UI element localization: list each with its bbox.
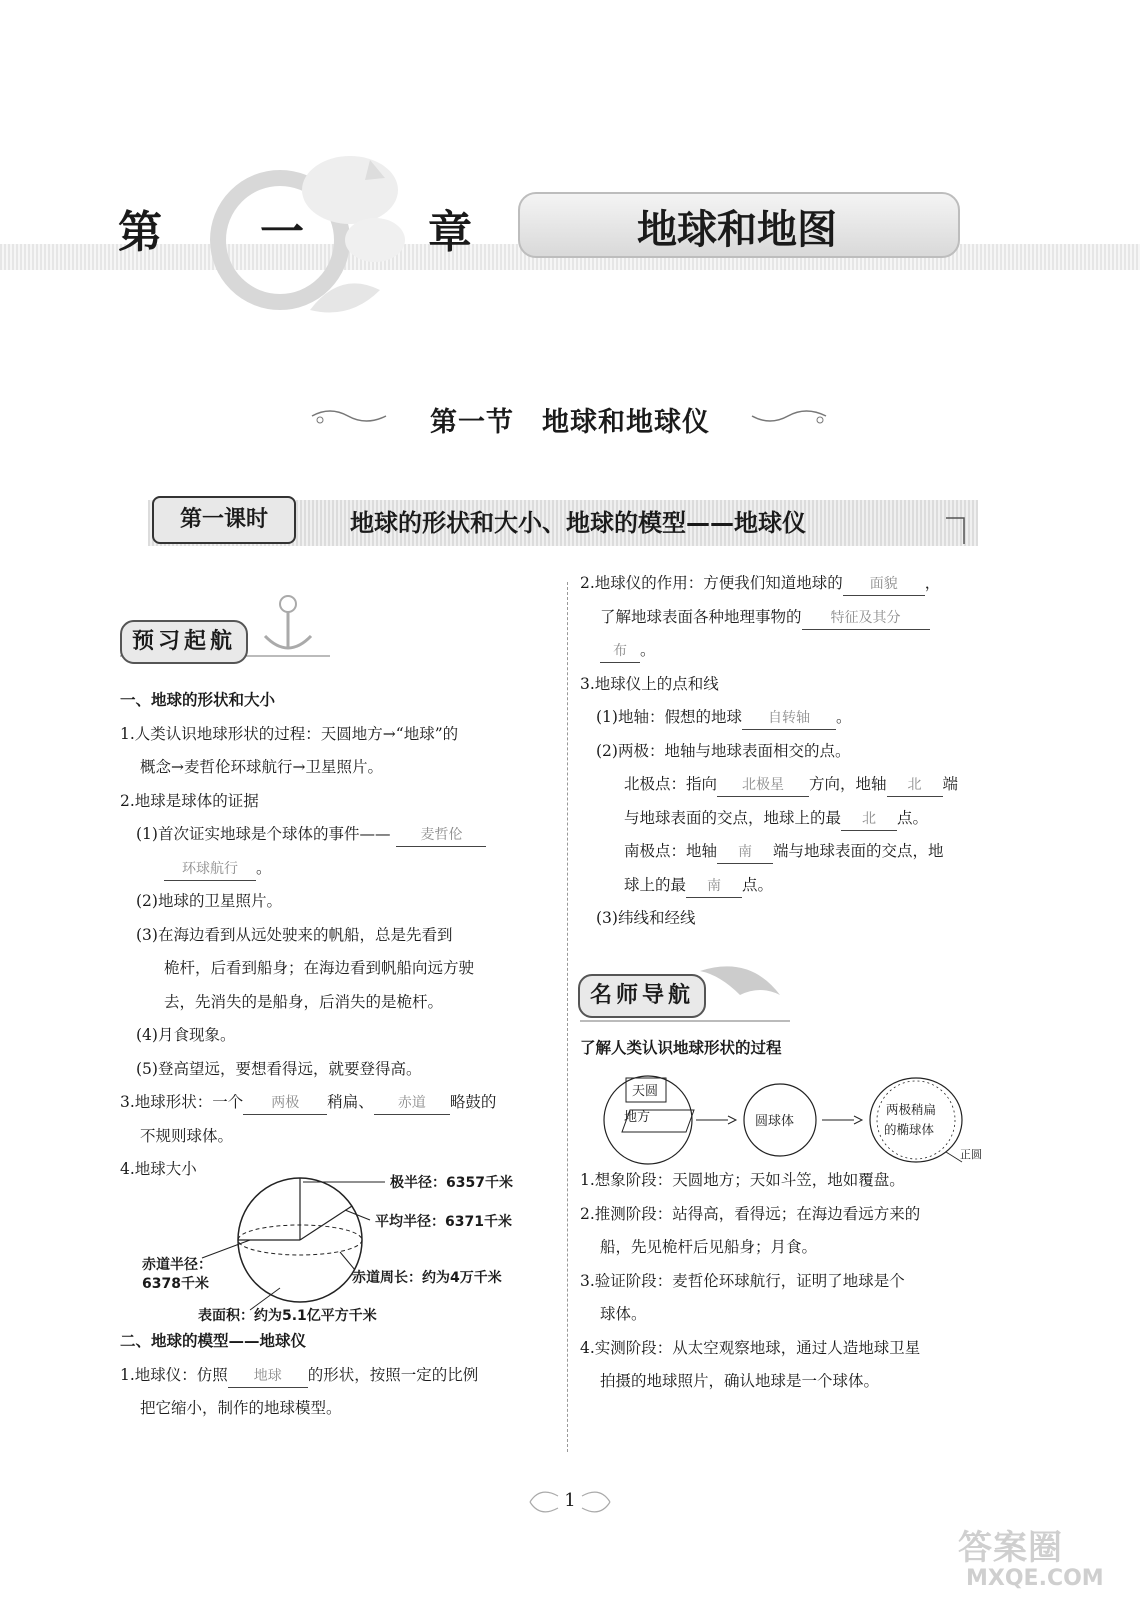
answer-blank: 赤道 bbox=[374, 1092, 450, 1115]
text-span: 2.地球仪的作用：方便我们知道地球的 bbox=[580, 574, 843, 592]
text-line: 4.实测阶段：从太空观察地球，通过人造地球卫星 bbox=[580, 1338, 921, 1357]
answer-blank: 自转轴 bbox=[742, 707, 836, 730]
text-span: 端与地球表面的交点，地 bbox=[773, 842, 944, 860]
text-span: 点。 bbox=[897, 808, 929, 827]
answer-blank: 南 bbox=[717, 841, 773, 864]
text-line: (2)两极：地轴与地球表面相交的点。 bbox=[596, 741, 851, 760]
text-line bbox=[580, 634, 1020, 668]
chapter-char-2: 一 bbox=[260, 207, 304, 258]
chapter-title: 地球和地图 bbox=[637, 207, 837, 253]
heading-shape-size: 一、地球的形状和大小 bbox=[120, 691, 276, 709]
left-column bbox=[120, 684, 550, 1187]
text-line bbox=[580, 835, 1020, 869]
text-span: 了解地球表面各种地理事物的 bbox=[600, 607, 802, 626]
text-span: 点。 bbox=[742, 875, 774, 894]
text-line: 拍摄的地球照片，确认地球是一个球体。 bbox=[600, 1372, 880, 1390]
text-span: 略鼓的 bbox=[449, 1093, 497, 1111]
text-span: 北极点：指向 bbox=[624, 775, 718, 793]
flower-decoration bbox=[200, 120, 430, 340]
text-line: 3.验证阶段：麦哲伦环球航行，证明了地球是个 bbox=[580, 1271, 905, 1290]
section-title: 第一节 地球和地球仪 bbox=[430, 407, 710, 438]
text-span: (1)地轴：假想的地球 bbox=[596, 708, 742, 726]
text-line: 2.地球是球体的证据 bbox=[120, 791, 259, 810]
text-line bbox=[580, 768, 1020, 802]
column-divider bbox=[567, 582, 568, 1452]
mean-radius-label: 平均半径：6371千米 bbox=[375, 1214, 512, 1230]
text-line: (5)登高望远，要想看得远，就要登得高。 bbox=[136, 1059, 422, 1078]
answer-blank: 两极 bbox=[243, 1092, 327, 1115]
lesson-tag: 第一课时 bbox=[152, 496, 296, 544]
answer-blank: 北 bbox=[887, 774, 943, 797]
equator-radius-label-2: 6378千米 bbox=[142, 1276, 209, 1292]
flow-label-ellipsoid-1: 两极稍扁 bbox=[886, 1102, 937, 1117]
text-span: 3.地球形状：一个 bbox=[120, 1093, 244, 1111]
answer-blank: 北 bbox=[841, 808, 897, 831]
guide-title: 了解人类认识地球形状的过程 bbox=[580, 1039, 782, 1057]
guide-text bbox=[580, 1164, 1020, 1399]
text-span: 稍扁、 bbox=[327, 1093, 374, 1111]
text-line bbox=[580, 701, 1020, 735]
text-line: 不规则球体。 bbox=[140, 1126, 234, 1145]
text-line bbox=[580, 567, 1020, 601]
polar-radius-label: 极半径：6357千米 bbox=[390, 1175, 513, 1191]
text-line bbox=[120, 1086, 550, 1120]
answer-blank: 布 bbox=[600, 640, 640, 663]
text-line bbox=[120, 852, 550, 886]
text-line: (3)在海边看到从远处驶来的帆船，总是先看到 bbox=[136, 925, 453, 944]
text-span: 。 bbox=[835, 708, 852, 726]
text-span: 南极点：地轴 bbox=[624, 842, 718, 860]
text-line: (3)纬线和经线 bbox=[596, 909, 696, 927]
lesson-title: 地球的形状和大小、地球的模型——地球仪 bbox=[350, 509, 806, 537]
text-line bbox=[120, 818, 550, 852]
text-line: (4)月食现象。 bbox=[136, 1026, 236, 1044]
text-line: 1.想象阶段：天圆地方；天如斗笠，地如覆盘。 bbox=[580, 1171, 905, 1189]
text-line: 球体。 bbox=[600, 1305, 647, 1323]
text-line: (2)地球的卫星照片。 bbox=[136, 892, 282, 910]
equator-circumference-label: 赤道周长：约为4万千米 bbox=[352, 1270, 502, 1286]
text-line: 4.地球大小 bbox=[120, 1160, 197, 1178]
answer-blank: 特征及其分 bbox=[802, 607, 930, 630]
preview-badge: 预习起航 bbox=[120, 620, 248, 664]
equator-radius-label-1: 赤道半径： bbox=[142, 1257, 212, 1273]
text-line bbox=[580, 601, 1020, 635]
watermark-url: MXQE.COM bbox=[966, 1566, 1104, 1591]
answer-blank: 麦哲伦 bbox=[396, 824, 486, 847]
page-number: 1 bbox=[564, 1490, 576, 1511]
text-span: ， bbox=[924, 574, 941, 592]
text-span: (1)首次证实地球是个球体的事件—— bbox=[136, 825, 391, 843]
text-line: 2.推测阶段：站得高，看得远；在海边看远方来的 bbox=[580, 1204, 921, 1223]
answer-blank: 地球 bbox=[228, 1365, 308, 1388]
text-span: 方向，地轴 bbox=[809, 775, 887, 793]
watermark-text: 答案圈 bbox=[958, 1528, 1063, 1568]
flow-label-ellipsoid-2: 的椭球体 bbox=[884, 1122, 935, 1137]
text-span: 与地球表面的交点，地球上的最 bbox=[624, 808, 842, 827]
right-column bbox=[580, 567, 1020, 936]
text-line: 概念→麦哲伦环球航行→卫星照片。 bbox=[140, 758, 383, 776]
text-line: 把它缩小，制作的地球模型。 bbox=[140, 1399, 342, 1417]
text-span: 。 bbox=[256, 858, 272, 877]
guide-badge: 名师导航 bbox=[578, 974, 706, 1018]
flow-label-sphere: 圆球体 bbox=[755, 1114, 795, 1129]
text-line: 船，先见桅杆后见船身；月食。 bbox=[600, 1238, 818, 1256]
text-line bbox=[580, 869, 1020, 903]
surface-area-label: 表面积：约为5.1亿平方千米 bbox=[198, 1308, 377, 1324]
text-span: 球上的最 bbox=[624, 875, 687, 894]
flow-label-tianyuan: 天圆 bbox=[632, 1084, 659, 1099]
text-span: 1.地球仪：仿照 bbox=[120, 1365, 228, 1384]
chapter-char-1: 第 bbox=[118, 207, 162, 258]
text-span: 。 bbox=[640, 641, 656, 659]
text-line: 1.人类认识地球形状的过程：天圆地方→“地球”的 bbox=[120, 724, 459, 743]
answer-blank: 北极星 bbox=[717, 774, 809, 797]
left-column-bottom bbox=[120, 1325, 550, 1426]
text-span: 端 bbox=[942, 775, 959, 793]
bracket-ornament bbox=[942, 514, 982, 554]
chapter-char-3: 章 bbox=[428, 207, 472, 258]
answer-blank: 南 bbox=[686, 875, 742, 898]
answer-blank: 面貌 bbox=[843, 573, 925, 596]
text-line bbox=[580, 802, 1020, 836]
text-line bbox=[120, 1359, 550, 1393]
text-span: 的形状，按照一定的比例 bbox=[307, 1365, 479, 1384]
text-line: 3.地球仪上的点和线 bbox=[580, 674, 719, 693]
flow-label-perfect-circle: 正圆 bbox=[960, 1148, 982, 1161]
heading-globe-model: 二、地球的模型——地球仪 bbox=[120, 1332, 307, 1350]
text-line: 去，先消失的是船身，后消失的是桅杆。 bbox=[164, 992, 444, 1011]
text-line: 桅杆，后看到船身；在海边看到帆船向远方驶 bbox=[164, 959, 475, 977]
answer-blank: 环球航行 bbox=[164, 858, 256, 881]
flow-label-difang: 地方 bbox=[624, 1110, 651, 1125]
